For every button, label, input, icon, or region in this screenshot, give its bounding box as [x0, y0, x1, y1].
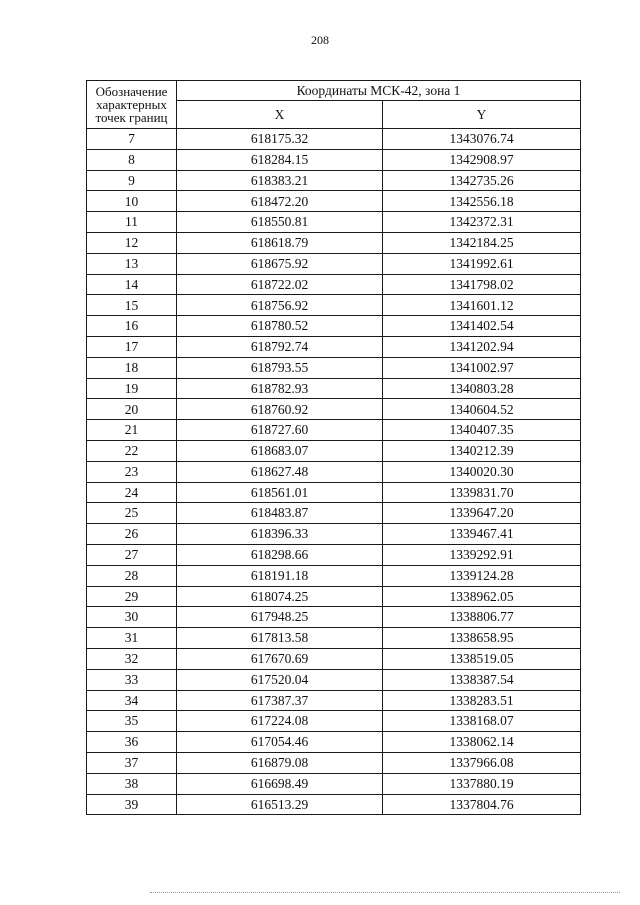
- table-row: [87, 129, 581, 150]
- table-header: [87, 81, 581, 129]
- y-coordinate-cell: 1341992.61: [383, 253, 581, 274]
- point-number-cell: 9: [87, 170, 177, 191]
- table-row: [87, 149, 581, 170]
- point-number-cell: 23: [87, 461, 177, 482]
- coordinates-header: Координаты МСК-42, зона 1: [177, 81, 581, 101]
- point-number-cell: 34: [87, 690, 177, 711]
- x-coordinate-cell: 618191.18: [177, 565, 383, 586]
- table-row: [87, 378, 581, 399]
- x-coordinate-cell: 617054.46: [177, 732, 383, 753]
- table-row: [87, 357, 581, 378]
- point-number-cell: 7: [87, 129, 177, 150]
- table-row: [87, 794, 581, 815]
- y-coordinate-cell: 1341798.02: [383, 274, 581, 295]
- x-coordinate-cell: 618792.74: [177, 336, 383, 357]
- x-coordinate-cell: 617670.69: [177, 648, 383, 669]
- y-coordinate-cell: 1340020.30: [383, 461, 581, 482]
- point-number-cell: 32: [87, 648, 177, 669]
- table-row: [87, 628, 581, 649]
- point-number-cell: 39: [87, 794, 177, 815]
- table-row: [87, 461, 581, 482]
- x-coordinate-cell: 618383.21: [177, 170, 383, 191]
- point-number-cell: 31: [87, 628, 177, 649]
- x-coordinate-cell: 618561.01: [177, 482, 383, 503]
- table-row: [87, 752, 581, 773]
- point-number-cell: 17: [87, 336, 177, 357]
- coordinates-table: [86, 80, 581, 815]
- y-coordinate-cell: 1340803.28: [383, 378, 581, 399]
- point-number-cell: 24: [87, 482, 177, 503]
- table-row: [87, 524, 581, 545]
- x-coordinate-cell: 618760.92: [177, 399, 383, 420]
- x-coordinate-cell: 618284.15: [177, 149, 383, 170]
- table-row: [87, 586, 581, 607]
- point-number-cell: 11: [87, 212, 177, 233]
- x-coordinate-cell: 618483.87: [177, 503, 383, 524]
- page-number: 208: [311, 33, 329, 47]
- point-number-cell: 13: [87, 253, 177, 274]
- x-coordinate-cell: 618782.93: [177, 378, 383, 399]
- x-coordinate-cell: 618756.92: [177, 295, 383, 316]
- table-row: [87, 232, 581, 253]
- table-row: [87, 191, 581, 212]
- table-body: [87, 129, 581, 815]
- table-row: [87, 316, 581, 337]
- point-number-cell: 37: [87, 752, 177, 773]
- x-coordinate-cell: 617948.25: [177, 607, 383, 628]
- point-number-cell: 35: [87, 711, 177, 732]
- bottom-edge-line: [150, 892, 620, 893]
- table-row: [87, 399, 581, 420]
- point-number-cell: 22: [87, 440, 177, 461]
- x-coordinate-cell: 618683.07: [177, 440, 383, 461]
- y-coordinate-cell: 1341002.97: [383, 357, 581, 378]
- x-coordinate-cell: 618722.02: [177, 274, 383, 295]
- point-number-cell: 36: [87, 732, 177, 753]
- table-row: [87, 544, 581, 565]
- table-row: [87, 565, 581, 586]
- table-row: [87, 274, 581, 295]
- y-coordinate-cell: 1338806.77: [383, 607, 581, 628]
- point-number-cell: 26: [87, 524, 177, 545]
- y-header: Y: [383, 101, 581, 129]
- x-coordinate-cell: 618780.52: [177, 316, 383, 337]
- point-number-cell: 18: [87, 357, 177, 378]
- table-row: [87, 253, 581, 274]
- point-number-cell: 27: [87, 544, 177, 565]
- x-coordinate-cell: 618627.48: [177, 461, 383, 482]
- y-coordinate-cell: 1342908.97: [383, 149, 581, 170]
- point-number-cell: 20: [87, 399, 177, 420]
- point-number-cell: 14: [87, 274, 177, 295]
- y-coordinate-cell: 1342184.25: [383, 232, 581, 253]
- table-row: [87, 503, 581, 524]
- point-number-cell: 10: [87, 191, 177, 212]
- x-header: X: [177, 101, 383, 129]
- point-number-cell: 28: [87, 565, 177, 586]
- y-coordinate-cell: 1337966.08: [383, 752, 581, 773]
- y-coordinate-cell: 1338168.07: [383, 711, 581, 732]
- y-coordinate-cell: 1338062.14: [383, 732, 581, 753]
- point-number-cell: 21: [87, 420, 177, 441]
- table-row: [87, 420, 581, 441]
- y-coordinate-cell: 1338962.05: [383, 586, 581, 607]
- x-coordinate-cell: 616698.49: [177, 773, 383, 794]
- x-coordinate-cell: 618298.66: [177, 544, 383, 565]
- table-row: [87, 170, 581, 191]
- x-coordinate-cell: 618074.25: [177, 586, 383, 607]
- x-coordinate-cell: 618472.20: [177, 191, 383, 212]
- y-coordinate-cell: 1338519.05: [383, 648, 581, 669]
- x-coordinate-cell: 617224.08: [177, 711, 383, 732]
- y-coordinate-cell: 1338658.95: [383, 628, 581, 649]
- y-coordinate-cell: 1341202.94: [383, 336, 581, 357]
- table-row: [87, 773, 581, 794]
- y-coordinate-cell: 1342735.26: [383, 170, 581, 191]
- y-coordinate-cell: 1339831.70: [383, 482, 581, 503]
- x-coordinate-cell: 616513.29: [177, 794, 383, 815]
- table-row: [87, 711, 581, 732]
- x-coordinate-cell: 618675.92: [177, 253, 383, 274]
- y-coordinate-cell: 1339467.41: [383, 524, 581, 545]
- table-row: [87, 440, 581, 461]
- table-row: [87, 732, 581, 753]
- y-coordinate-cell: 1343076.74: [383, 129, 581, 150]
- y-coordinate-cell: 1341402.54: [383, 316, 581, 337]
- x-coordinate-cell: 618793.55: [177, 357, 383, 378]
- point-number-cell: 8: [87, 149, 177, 170]
- table-row: [87, 669, 581, 690]
- y-coordinate-cell: 1339292.91: [383, 544, 581, 565]
- y-coordinate-cell: 1337880.19: [383, 773, 581, 794]
- table-row: [87, 482, 581, 503]
- x-coordinate-cell: 618618.79: [177, 232, 383, 253]
- y-coordinate-cell: 1342372.31: [383, 212, 581, 233]
- x-coordinate-cell: 618175.32: [177, 129, 383, 150]
- x-coordinate-cell: 618727.60: [177, 420, 383, 441]
- y-coordinate-cell: 1339124.28: [383, 565, 581, 586]
- table-row: [87, 336, 581, 357]
- point-number-cell: 38: [87, 773, 177, 794]
- point-number-cell: 15: [87, 295, 177, 316]
- y-coordinate-cell: 1341601.12: [383, 295, 581, 316]
- table-row: [87, 690, 581, 711]
- y-coordinate-cell: 1340407.35: [383, 420, 581, 441]
- x-coordinate-cell: 618396.33: [177, 524, 383, 545]
- point-number-cell: 19: [87, 378, 177, 399]
- y-coordinate-cell: 1337804.76: [383, 794, 581, 815]
- y-coordinate-cell: 1340604.52: [383, 399, 581, 420]
- y-coordinate-cell: 1339647.20: [383, 503, 581, 524]
- point-number-cell: 33: [87, 669, 177, 690]
- x-coordinate-cell: 617813.58: [177, 628, 383, 649]
- y-coordinate-cell: 1342556.18: [383, 191, 581, 212]
- y-coordinate-cell: 1340212.39: [383, 440, 581, 461]
- point-number-cell: 29: [87, 586, 177, 607]
- y-coordinate-cell: 1338387.54: [383, 669, 581, 690]
- table-row: [87, 607, 581, 628]
- point-number-cell: 25: [87, 503, 177, 524]
- x-coordinate-cell: 617387.37: [177, 690, 383, 711]
- x-coordinate-cell: 618550.81: [177, 212, 383, 233]
- x-coordinate-cell: 616879.08: [177, 752, 383, 773]
- point-number-cell: 16: [87, 316, 177, 337]
- table-row: [87, 295, 581, 316]
- table-row: [87, 648, 581, 669]
- designation-header: Обозначение характерных точек границ: [87, 81, 177, 129]
- point-number-cell: 12: [87, 232, 177, 253]
- point-number-cell: 30: [87, 607, 177, 628]
- y-coordinate-cell: 1338283.51: [383, 690, 581, 711]
- table-row: [87, 212, 581, 233]
- x-coordinate-cell: 617520.04: [177, 669, 383, 690]
